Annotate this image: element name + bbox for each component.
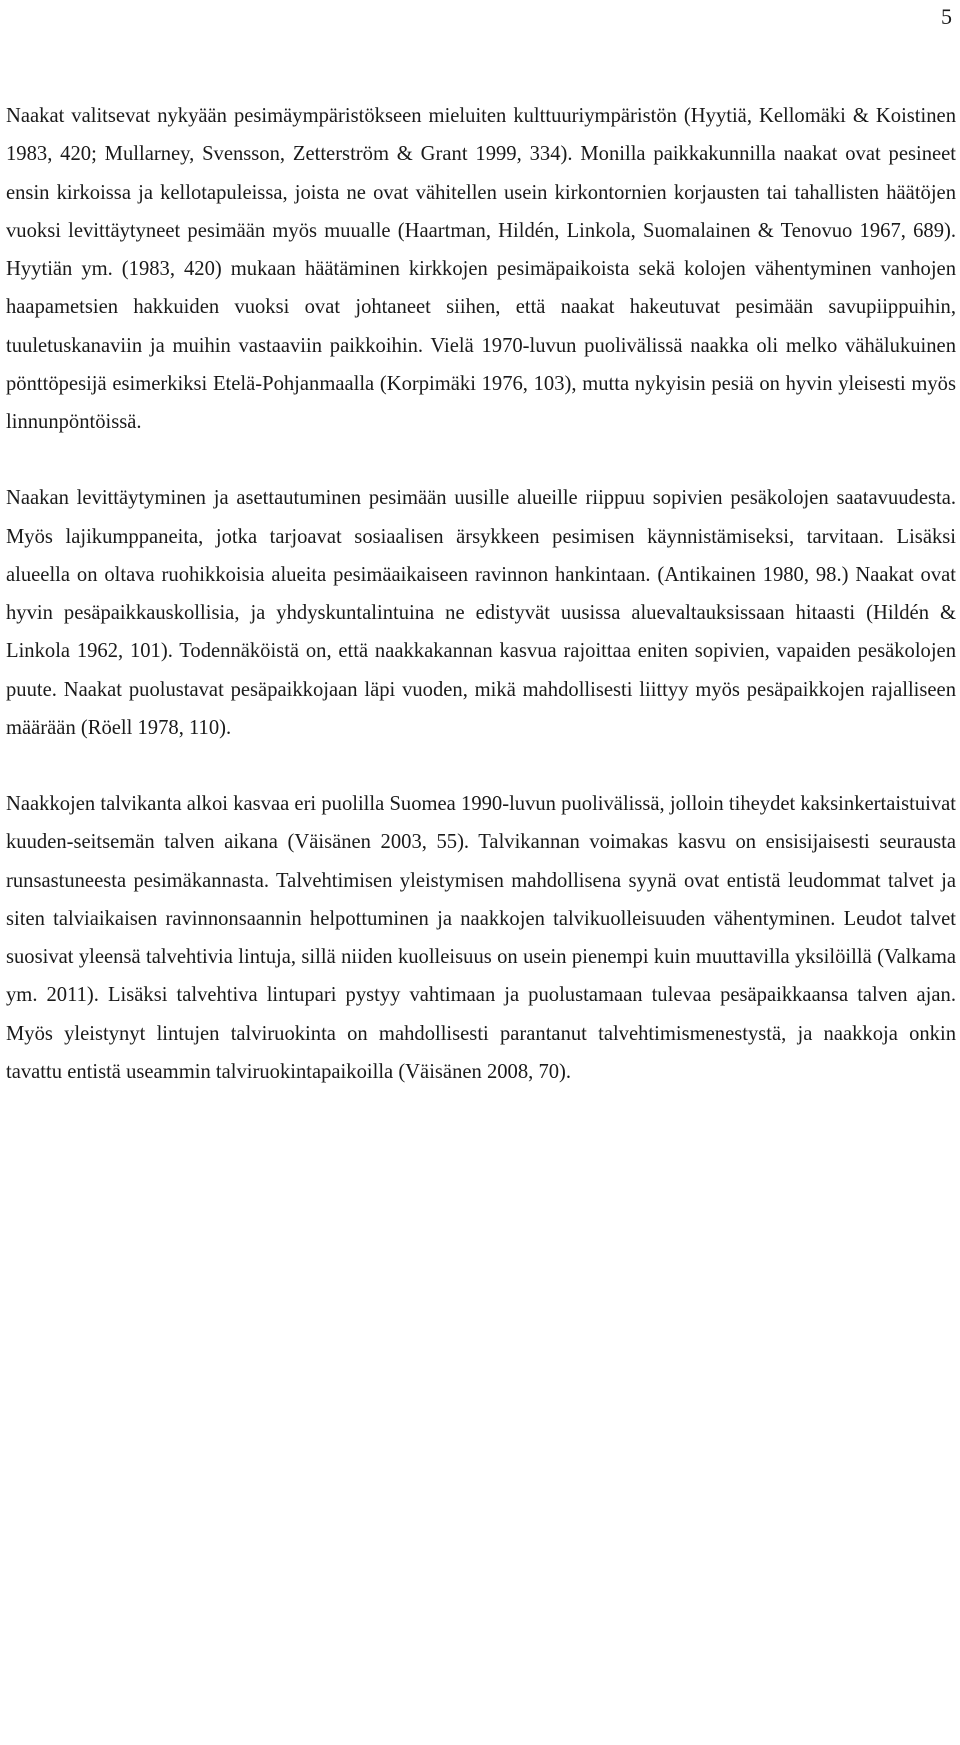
paragraph-3: Naakkojen talvikanta alkoi kasvaa eri puolilla Suomea 1990-luvun puolivälissä, jolloin tiheydet kaksinkertaistuivat kuuden-seitsemän talven aikana (Väisänen 2003, 55). Talvikannan voimakas kasvu on ensisijaisesti seurausta runsastuneesta pesimäkannasta. Talvehtimisen yleistymisen mahdollisena syynä ovat entistä leudommat talvet ja siten talviaikaisen ravinnonsaannin helpottuminen ja naakkojen talvikuolleisuuden vähentyminen. Leudot talvet suosivat yleensä talvehtivia lintuja, sillä niiden kuolleisuus on usein pienempi kuin muuttavilla yksilöillä (Valkama ym. 2011). Lisäksi talvehtiva lintupari pystyy vahtimaan ja puolustamaan tulevaa pesäpaikkaansa talven ajan. Myös yleistynyt lintujen talviruokinta on mahdollisesti parantanut talvehtimismenestystä, ja naakkoja onkin tavattu entistä useammin talviruokintapaikoilla (Väisänen 2008, 70). [6,793,956,1083]
document-body [6,97,956,1091]
paragraph-spacer [6,441,956,479]
paragraph-1: Naakat valitsevat nykyään pesimäympäristökseen mieluiten kulttuuriympäristön (Hyytiä, Kellomäki & Koistinen 1983, 420; Mullarney, Svensson, Zetterström & Grant 1999, 334). Monilla paikkakunnilla naakat ovat pesineet ensin kirkoissa ja kellotapuleissa, joista ne ovat vähitellen usein kirkontornien korjausten tai tahallisten häätöjen vuoksi levittäytyneet pesimään myös muualle (Haartman, Hildén, Linkola, Suomalainen & Tenovuo 1967, 689). Hyytiän ym. (1983, 420) mukaan häätäminen kirkkojen pesimäpaikoista sekä kolojen vähentyminen vanhojen haapametsien hakkuiden vuoksi ovat johtaneet siihen, että naakat hakeutuvat pesimään savupiippuihin, tuuletuskanaviin ja muihin vastaaviin paikkoihin. Vielä 1970-luvun puolivälissä naakka oli melko vähälukuinen pönttöpesijä esimerkiksi Etelä-Pohjanmaalla (Korpimäki 1976, 103), mutta nykyisin pesiä on hyvin yleisesti myös linnunpöntöissä. [6,105,956,433]
paragraph-spacer [6,747,956,785]
page-number: 5 [941,4,952,29]
paragraph-2: Naakan levittäytyminen ja asettautuminen pesimään uusille alueille riippuu sopivien pesäkolojen saatavuudesta. Myös lajikumppaneita, jotka tarjoavat sosiaalisen ärsykkeen pesimisen käynnistämiseksi, tarvitaan. Lisäksi alueella on oltava ruohikkoisia alueita pesimäaikaiseen ravinnon hankintaan. (Antikainen 1980, 98.) Naakat ovat hyvin pesäpaikkauskollisia, ja yhdyskuntalintuina ne edistyvät uusissa aluevaltauksissaan hitaasti (Hildén & Linkola 1962, 101). Todennäköistä on, että naakkakannan kasvua rajoittaa eniten sopivien, vapaiden pesäkolojen puute. Naakat puolustavat pesäpaikkojaan läpi vuoden, mikä mahdollisesti liittyy myös pesäpaikkojen rajalliseen määrään (Röell 1978, 110). [6,487,956,739]
